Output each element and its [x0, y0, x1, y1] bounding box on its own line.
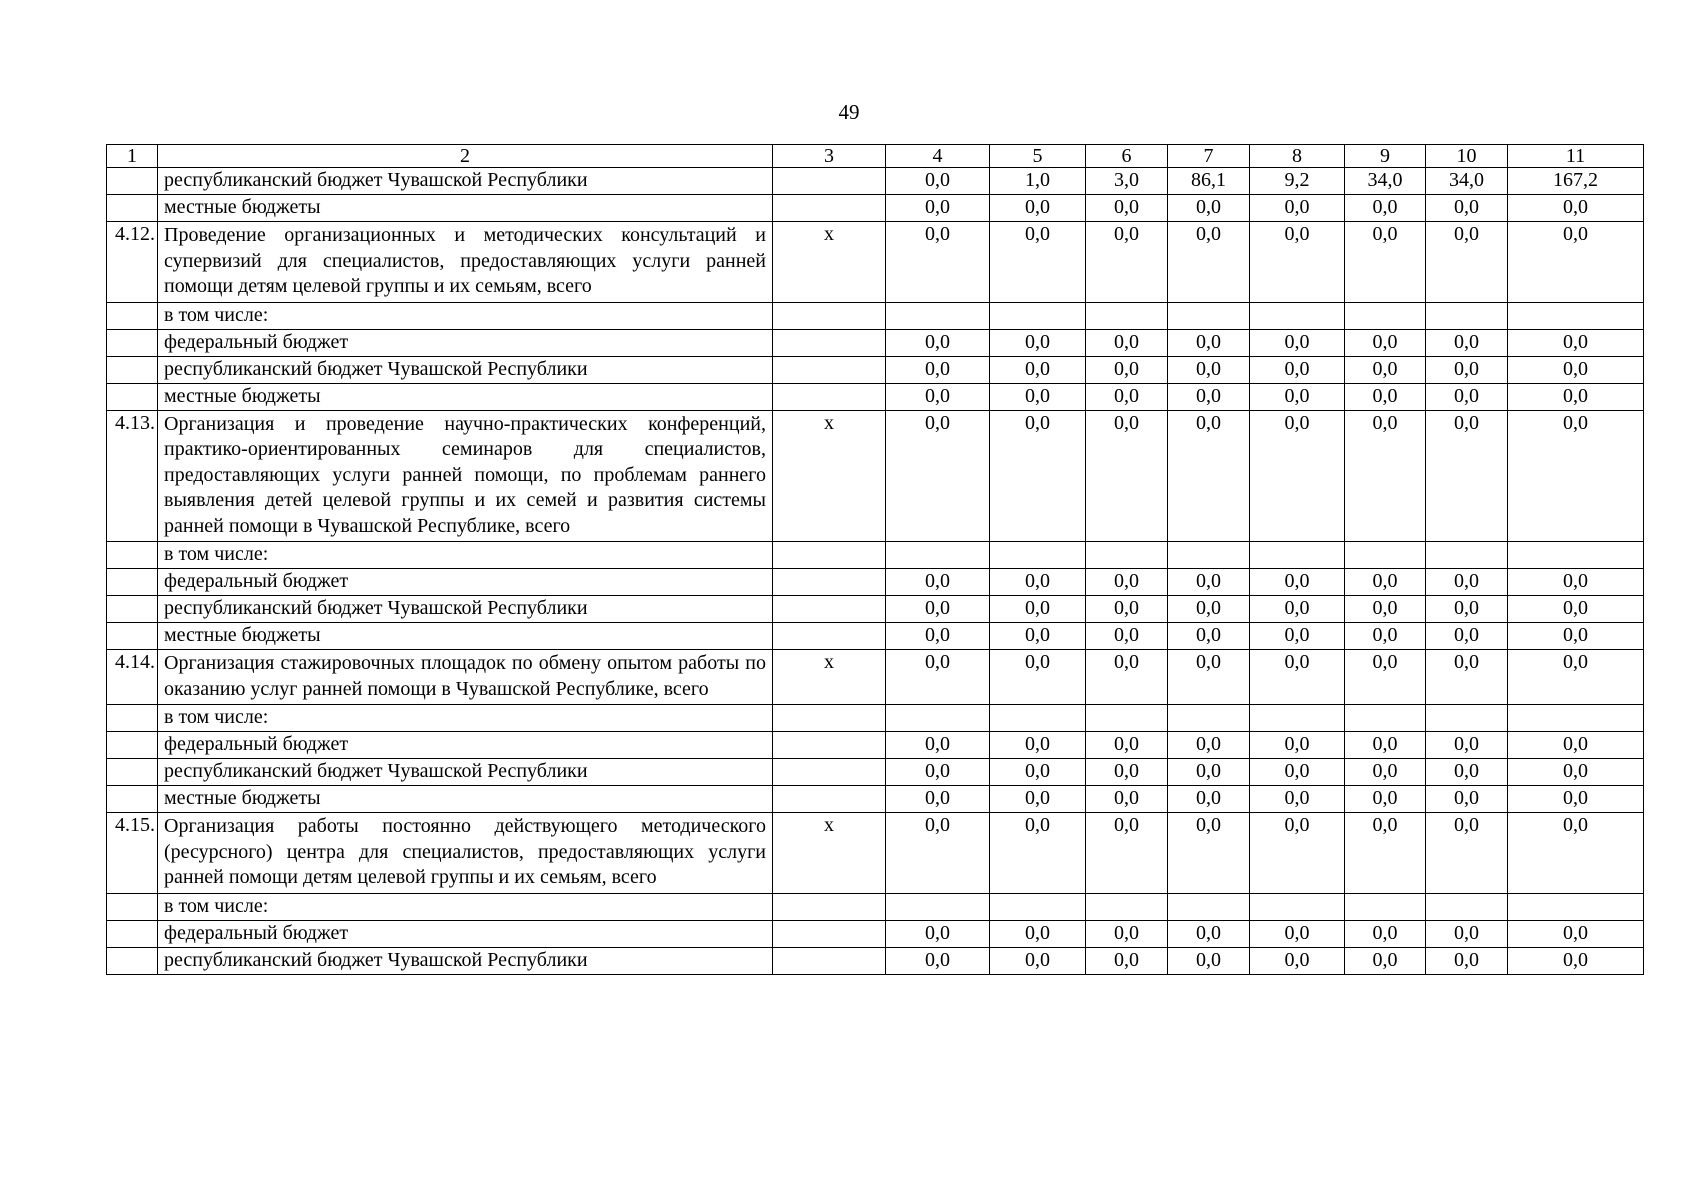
- value-cell: 0,0: [1508, 732, 1644, 759]
- row-column3-cell: [773, 623, 886, 650]
- value-cell: 34,0: [1345, 168, 1426, 195]
- row-column3-cell: [773, 302, 886, 329]
- value-cell: 0,0: [990, 596, 1086, 623]
- table-row: [107, 893, 1644, 920]
- value-cell: 0,0: [1250, 623, 1345, 650]
- value-cell: 0,0: [990, 383, 1086, 410]
- row-column3-cell: х: [773, 222, 886, 303]
- value-cell: 0,0: [1086, 920, 1168, 947]
- row-name-cell: Проведение организационных и методических консультаций и супервизий для специалистов, предоставляющих услуги ранней помощи детям целевой группы и их семьям, всего: [158, 222, 773, 303]
- value-cell: 0,0: [1345, 569, 1426, 596]
- value-cell: 34,0: [1426, 168, 1508, 195]
- row-number-cell: [107, 356, 158, 383]
- row-name-cell: местные бюджеты: [158, 786, 773, 813]
- value-cell: 0,0: [1086, 383, 1168, 410]
- value-cell: 1,0: [990, 168, 1086, 195]
- table-row: [107, 786, 1644, 813]
- value-cell: 0,0: [1086, 356, 1168, 383]
- row-column3-cell: [773, 705, 886, 732]
- value-cell: 0,0: [1426, 920, 1508, 947]
- value-cell: [886, 705, 990, 732]
- row-number-cell: [107, 920, 158, 947]
- value-cell: 0,0: [1345, 222, 1426, 303]
- row-column3-cell: [773, 759, 886, 786]
- value-cell: 167,2: [1508, 168, 1644, 195]
- value-cell: 0,0: [1168, 732, 1250, 759]
- value-cell: 0,0: [1508, 786, 1644, 813]
- table-row: [107, 410, 1644, 542]
- value-cell: 0,0: [990, 569, 1086, 596]
- row-column3-cell: [773, 569, 886, 596]
- value-cell: 0,0: [886, 195, 990, 222]
- value-cell: 0,0: [1250, 920, 1345, 947]
- value-cell: 0,0: [1086, 410, 1168, 542]
- row-number-cell: [107, 542, 158, 569]
- row-column3-cell: [773, 542, 886, 569]
- value-cell: [1086, 542, 1168, 569]
- value-cell: 0,0: [990, 356, 1086, 383]
- value-cell: [1086, 705, 1168, 732]
- value-cell: 0,0: [1250, 195, 1345, 222]
- value-cell: 0,0: [990, 920, 1086, 947]
- value-cell: 0,0: [1086, 596, 1168, 623]
- value-cell: 0,0: [1508, 759, 1644, 786]
- value-cell: 0,0: [886, 813, 990, 894]
- header-cell: 1: [107, 145, 158, 168]
- value-cell: [1168, 542, 1250, 569]
- row-number-cell: [107, 569, 158, 596]
- value-cell: [1086, 302, 1168, 329]
- row-number-cell: [107, 732, 158, 759]
- value-cell: 0,0: [1168, 813, 1250, 894]
- value-cell: 0,0: [1508, 383, 1644, 410]
- row-name-cell: республиканский бюджет Чувашской Республики: [158, 356, 773, 383]
- value-cell: [1508, 542, 1644, 569]
- value-cell: 0,0: [1086, 732, 1168, 759]
- header-cell: 2: [158, 145, 773, 168]
- table-row: [107, 569, 1644, 596]
- value-cell: 0,0: [886, 329, 990, 356]
- header-cell: 7: [1168, 145, 1250, 168]
- row-name-cell: федеральный бюджет: [158, 329, 773, 356]
- value-cell: 0,0: [1168, 596, 1250, 623]
- value-cell: [886, 302, 990, 329]
- row-number-cell: [107, 759, 158, 786]
- value-cell: 0,0: [886, 222, 990, 303]
- value-cell: 0,0: [990, 329, 1086, 356]
- row-number-cell: [107, 705, 158, 732]
- row-name-cell: республиканский бюджет Чувашской Республики: [158, 759, 773, 786]
- value-cell: 0,0: [1250, 410, 1345, 542]
- header-cell: 4: [886, 145, 990, 168]
- value-cell: 0,0: [1345, 329, 1426, 356]
- row-name-cell: местные бюджеты: [158, 195, 773, 222]
- header-cell: 3: [773, 145, 886, 168]
- row-number-cell: [107, 302, 158, 329]
- value-cell: 0,0: [1426, 947, 1508, 974]
- row-column3-cell: [773, 383, 886, 410]
- value-cell: 0,0: [1345, 920, 1426, 947]
- value-cell: 0,0: [1250, 569, 1345, 596]
- row-number-cell: [107, 329, 158, 356]
- value-cell: 0,0: [1508, 813, 1644, 894]
- value-cell: 0,0: [886, 786, 990, 813]
- value-cell: 0,0: [886, 650, 990, 705]
- value-cell: 0,0: [1086, 813, 1168, 894]
- table-row: [107, 920, 1644, 947]
- row-column3-cell: [773, 786, 886, 813]
- row-name-cell: республиканский бюджет Чувашской Республики: [158, 596, 773, 623]
- value-cell: 0,0: [1250, 786, 1345, 813]
- value-cell: 0,0: [1426, 569, 1508, 596]
- table-header-row: [107, 145, 1644, 168]
- value-cell: [1168, 705, 1250, 732]
- table-row: [107, 302, 1644, 329]
- value-cell: 0,0: [1426, 329, 1508, 356]
- value-cell: 0,0: [1250, 356, 1345, 383]
- value-cell: 0,0: [1508, 195, 1644, 222]
- row-column3-cell: [773, 168, 886, 195]
- table-row: [107, 732, 1644, 759]
- value-cell: 0,0: [1086, 947, 1168, 974]
- value-cell: 0,0: [1426, 383, 1508, 410]
- value-cell: 3,0: [1086, 168, 1168, 195]
- value-cell: 0,0: [1426, 596, 1508, 623]
- value-cell: 0,0: [1086, 786, 1168, 813]
- value-cell: [1426, 542, 1508, 569]
- row-number-cell: [107, 168, 158, 195]
- header-cell: 9: [1345, 145, 1426, 168]
- row-column3-cell: [773, 329, 886, 356]
- row-number-cell: [107, 893, 158, 920]
- row-number-cell: [107, 786, 158, 813]
- value-cell: 9,2: [1250, 168, 1345, 195]
- value-cell: 0,0: [1086, 650, 1168, 705]
- header-cell: 11: [1508, 145, 1644, 168]
- value-cell: 0,0: [1508, 410, 1644, 542]
- value-cell: 0,0: [990, 195, 1086, 222]
- table-row: [107, 168, 1644, 195]
- value-cell: [990, 705, 1086, 732]
- value-cell: 0,0: [1168, 650, 1250, 705]
- row-column3-cell: [773, 732, 886, 759]
- row-number-cell: [107, 947, 158, 974]
- value-cell: [1086, 893, 1168, 920]
- value-cell: [1250, 542, 1345, 569]
- value-cell: 0,0: [1168, 569, 1250, 596]
- value-cell: 0,0: [990, 813, 1086, 894]
- value-cell: 0,0: [1086, 759, 1168, 786]
- row-name-cell: республиканский бюджет Чувашской Республики: [158, 168, 773, 195]
- row-name-cell: в том числе:: [158, 893, 773, 920]
- value-cell: 0,0: [886, 759, 990, 786]
- header-cell: 5: [990, 145, 1086, 168]
- value-cell: 0,0: [1345, 759, 1426, 786]
- value-cell: 0,0: [1250, 947, 1345, 974]
- row-number-cell: 4.12.: [107, 222, 158, 303]
- value-cell: [1508, 893, 1644, 920]
- value-cell: [886, 893, 990, 920]
- value-cell: 0,0: [1250, 383, 1345, 410]
- value-cell: 0,0: [1345, 195, 1426, 222]
- value-cell: 0,0: [1086, 329, 1168, 356]
- row-column3-cell: х: [773, 650, 886, 705]
- value-cell: [990, 302, 1086, 329]
- header-cell: 6: [1086, 145, 1168, 168]
- table-row: [107, 759, 1644, 786]
- value-cell: 0,0: [1345, 650, 1426, 705]
- value-cell: 0,0: [1168, 222, 1250, 303]
- value-cell: 0,0: [886, 569, 990, 596]
- value-cell: 0,0: [1426, 650, 1508, 705]
- value-cell: 0,0: [990, 732, 1086, 759]
- value-cell: [1426, 893, 1508, 920]
- value-cell: 0,0: [1426, 410, 1508, 542]
- value-cell: 0,0: [1508, 623, 1644, 650]
- value-cell: 0,0: [1345, 596, 1426, 623]
- value-cell: 0,0: [990, 650, 1086, 705]
- value-cell: [1345, 542, 1426, 569]
- row-name-cell: местные бюджеты: [158, 623, 773, 650]
- row-name-cell: местные бюджеты: [158, 383, 773, 410]
- row-number-cell: 4.15.: [107, 813, 158, 894]
- header-cell: 10: [1426, 145, 1508, 168]
- value-cell: 0,0: [1426, 195, 1508, 222]
- table-row: [107, 222, 1644, 303]
- value-cell: 0,0: [1345, 623, 1426, 650]
- value-cell: 0,0: [886, 168, 990, 195]
- table-row: [107, 650, 1644, 705]
- table-row: [107, 947, 1644, 974]
- value-cell: 0,0: [1250, 759, 1345, 786]
- value-cell: 0,0: [1426, 222, 1508, 303]
- table-row: [107, 195, 1644, 222]
- value-cell: [1250, 893, 1345, 920]
- budget-table: [106, 144, 1644, 975]
- value-cell: 0,0: [1086, 623, 1168, 650]
- value-cell: 0,0: [1345, 786, 1426, 813]
- table-row: [107, 596, 1644, 623]
- value-cell: 0,0: [1426, 623, 1508, 650]
- row-name-cell: федеральный бюджет: [158, 569, 773, 596]
- value-cell: [886, 542, 990, 569]
- table-row: [107, 329, 1644, 356]
- table-row: [107, 542, 1644, 569]
- row-number-cell: [107, 383, 158, 410]
- table-row: [107, 623, 1644, 650]
- header-cell: 8: [1250, 145, 1345, 168]
- value-cell: 0,0: [1168, 623, 1250, 650]
- value-cell: 86,1: [1168, 168, 1250, 195]
- value-cell: 0,0: [1508, 947, 1644, 974]
- value-cell: [1168, 302, 1250, 329]
- value-cell: [1508, 705, 1644, 732]
- value-cell: [1426, 705, 1508, 732]
- row-number-cell: 4.13.: [107, 410, 158, 542]
- value-cell: 0,0: [1086, 195, 1168, 222]
- value-cell: 0,0: [886, 947, 990, 974]
- row-name-cell: республиканский бюджет Чувашской Республики: [158, 947, 773, 974]
- value-cell: 0,0: [1168, 195, 1250, 222]
- value-cell: 0,0: [1086, 222, 1168, 303]
- value-cell: 0,0: [1250, 813, 1345, 894]
- value-cell: 0,0: [1345, 732, 1426, 759]
- row-column3-cell: [773, 893, 886, 920]
- table-row: [107, 383, 1644, 410]
- value-cell: 0,0: [1345, 410, 1426, 542]
- value-cell: 0,0: [1508, 569, 1644, 596]
- value-cell: 0,0: [1250, 222, 1345, 303]
- value-cell: 0,0: [1168, 947, 1250, 974]
- value-cell: 0,0: [1426, 732, 1508, 759]
- value-cell: [1508, 302, 1644, 329]
- row-column3-cell: [773, 596, 886, 623]
- value-cell: 0,0: [1168, 410, 1250, 542]
- value-cell: 0,0: [886, 623, 990, 650]
- value-cell: 0,0: [886, 732, 990, 759]
- row-column3-cell: [773, 947, 886, 974]
- row-column3-cell: [773, 356, 886, 383]
- value-cell: 0,0: [1168, 356, 1250, 383]
- value-cell: 0,0: [1508, 222, 1644, 303]
- row-column3-cell: [773, 195, 886, 222]
- table-row: [107, 705, 1644, 732]
- value-cell: [990, 542, 1086, 569]
- value-cell: 0,0: [1168, 759, 1250, 786]
- value-cell: 0,0: [990, 222, 1086, 303]
- value-cell: 0,0: [1426, 813, 1508, 894]
- table-row: [107, 813, 1644, 894]
- row-name-cell: Организация работы постоянно действующего методического (ресурсного) центра для специалистов, предоставляющих услуги ранней помощи детям целевой группы и их семьям, всего: [158, 813, 773, 894]
- value-cell: 0,0: [886, 383, 990, 410]
- value-cell: 0,0: [886, 410, 990, 542]
- row-number-cell: 4.14.: [107, 650, 158, 705]
- row-name-cell: федеральный бюджет: [158, 732, 773, 759]
- value-cell: [990, 893, 1086, 920]
- value-cell: [1345, 705, 1426, 732]
- row-number-cell: [107, 623, 158, 650]
- row-column3-cell: [773, 920, 886, 947]
- value-cell: 0,0: [990, 623, 1086, 650]
- value-cell: 0,0: [886, 920, 990, 947]
- row-number-cell: [107, 596, 158, 623]
- row-name-cell: Организация и проведение научно-практических конференций, практико-ориентированных семинаров для специалистов, предоставляющих услуги ранней помощи, по проблемам раннего выявления детей целевой группы и их семей и развития системы ранней помощи в Чувашской Республике, всего: [158, 410, 773, 542]
- value-cell: 0,0: [990, 786, 1086, 813]
- value-cell: 0,0: [990, 759, 1086, 786]
- value-cell: 0,0: [1168, 383, 1250, 410]
- value-cell: 0,0: [990, 410, 1086, 542]
- value-cell: 0,0: [886, 356, 990, 383]
- value-cell: 0,0: [990, 947, 1086, 974]
- value-cell: 0,0: [1426, 759, 1508, 786]
- table-row: [107, 356, 1644, 383]
- value-cell: 0,0: [1508, 356, 1644, 383]
- value-cell: 0,0: [1426, 786, 1508, 813]
- row-number-cell: [107, 195, 158, 222]
- value-cell: 0,0: [1345, 947, 1426, 974]
- row-name-cell: в том числе:: [158, 705, 773, 732]
- value-cell: 0,0: [1508, 596, 1644, 623]
- value-cell: [1345, 893, 1426, 920]
- value-cell: [1345, 302, 1426, 329]
- row-column3-cell: х: [773, 410, 886, 542]
- value-cell: 0,0: [1250, 732, 1345, 759]
- row-name-cell: федеральный бюджет: [158, 920, 773, 947]
- row-column3-cell: х: [773, 813, 886, 894]
- value-cell: 0,0: [1250, 650, 1345, 705]
- row-name-cell: в том числе:: [158, 542, 773, 569]
- value-cell: 0,0: [1508, 329, 1644, 356]
- value-cell: [1426, 302, 1508, 329]
- row-name-cell: Организация стажировочных площадок по обмену опытом работы по оказанию услуг ранней помощи в Чувашской Республике, всего: [158, 650, 773, 705]
- value-cell: 0,0: [1345, 813, 1426, 894]
- page-number: 49: [838, 100, 860, 124]
- value-cell: 0,0: [1168, 920, 1250, 947]
- value-cell: 0,0: [1345, 383, 1426, 410]
- value-cell: [1250, 302, 1345, 329]
- value-cell: 0,0: [1168, 329, 1250, 356]
- value-cell: [1168, 893, 1250, 920]
- value-cell: [1250, 705, 1345, 732]
- value-cell: 0,0: [1250, 596, 1345, 623]
- table-body: [107, 168, 1644, 975]
- value-cell: 0,0: [1426, 356, 1508, 383]
- value-cell: 0,0: [1508, 650, 1644, 705]
- value-cell: 0,0: [1086, 569, 1168, 596]
- value-cell: 0,0: [1508, 920, 1644, 947]
- value-cell: 0,0: [1345, 356, 1426, 383]
- value-cell: 0,0: [1250, 329, 1345, 356]
- value-cell: 0,0: [886, 596, 990, 623]
- row-name-cell: в том числе:: [158, 302, 773, 329]
- value-cell: 0,0: [1168, 786, 1250, 813]
